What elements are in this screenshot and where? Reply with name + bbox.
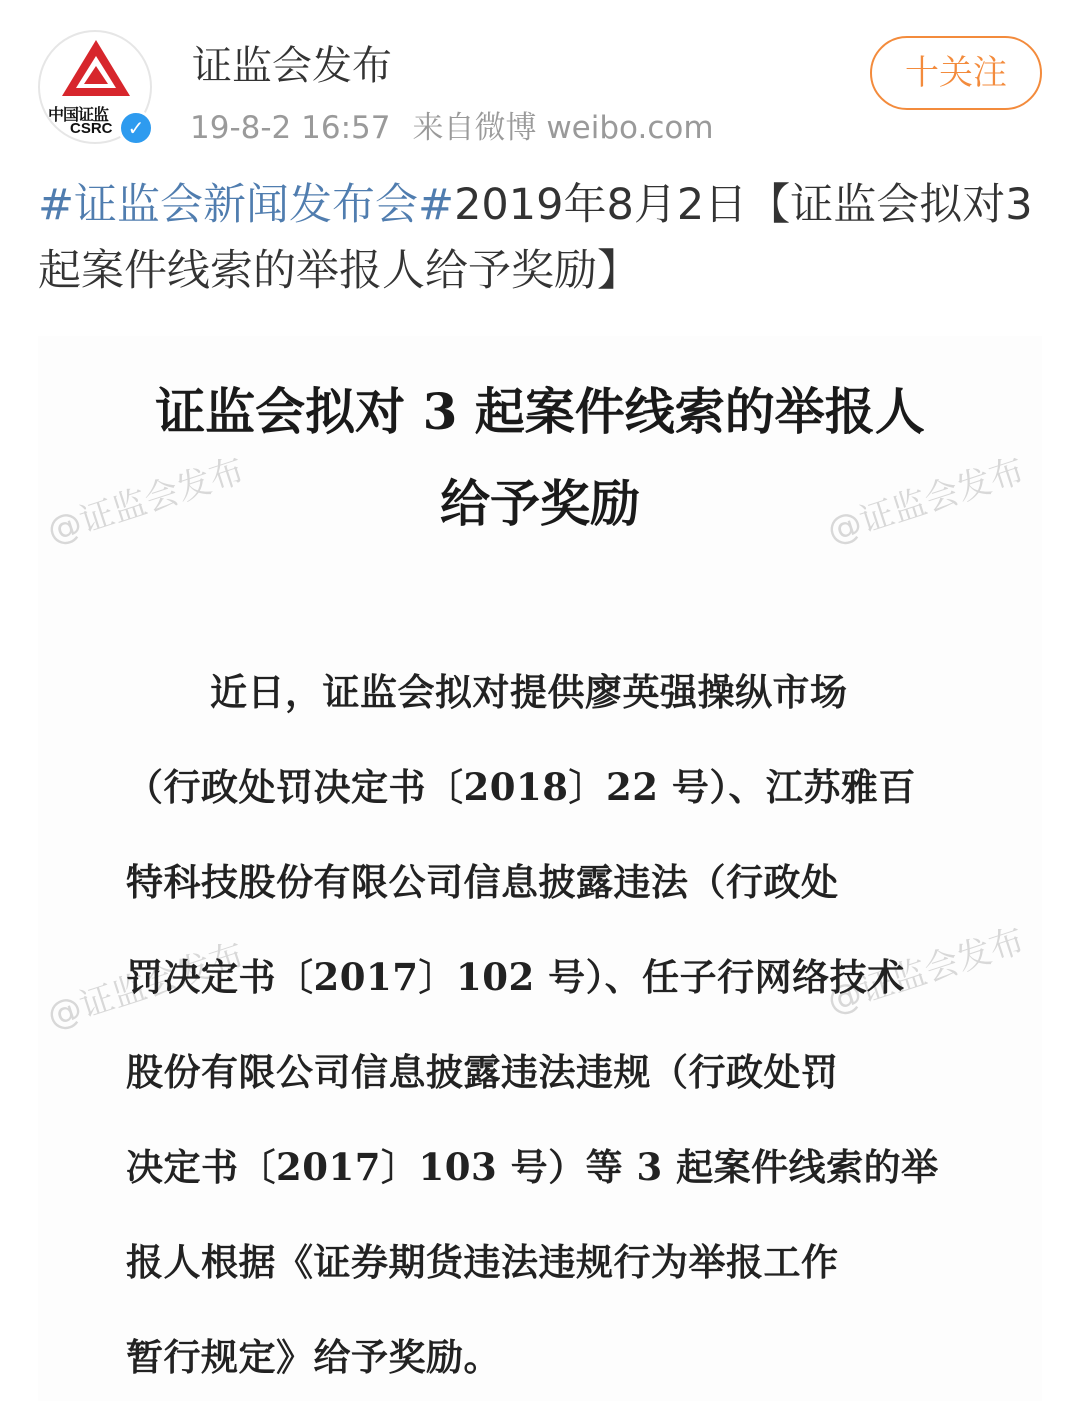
document-line: 近日，证监会拟对提供廖英强操纵市场 — [210, 670, 848, 714]
account-name[interactable]: 证监会发布 — [192, 43, 392, 89]
document-line: 特科技股份有限公司信息披露违法（行政处 — [126, 860, 839, 904]
follow-button[interactable]: 十关注 — [870, 36, 1042, 110]
document-line: 股份有限公司信息披露违法违规（行政处罚 — [126, 1050, 839, 1094]
document-title-line-2: 给予奖励 — [440, 474, 640, 533]
document-line: 罚决定书〔2017〕102 号）、任子行网络技术 — [126, 955, 905, 999]
watermark: @证监会发布 — [42, 935, 249, 1037]
post-body — [38, 172, 1042, 304]
document-title-line-1: 证监会拟对 3 起案件线索的举报人 — [155, 382, 925, 441]
document-line: （行政处罚决定书〔2018〕22 号）、江苏雅百 — [126, 765, 916, 809]
logo-text-en: CSRC — [70, 120, 113, 137]
document-line: 决定书〔2017〕103 号）等 3 起案件线索的举 — [126, 1145, 939, 1189]
post-meta — [190, 102, 736, 147]
watermark: @证监会发布 — [822, 920, 1029, 1022]
post-text: 2019年8月2日【证监会拟对3起案件线索的举报人给予奖励】 — [38, 180, 1033, 296]
document-line: 暂行规定》给予奖励。 — [126, 1335, 501, 1379]
csrc-logo-icon — [60, 38, 132, 100]
watermark: @证监会发布 — [42, 450, 249, 552]
post-timestamp: 19-8-2 16:57 — [190, 110, 391, 146]
document-line: 报人根据《证券期货违法违规行为举报工作 — [126, 1240, 839, 1284]
post-source[interactable]: 来自微博 weibo.com — [412, 110, 714, 146]
watermark: @证监会发布 — [822, 450, 1029, 552]
post-image[interactable] — [38, 336, 1042, 1401]
verified-badge-icon: ✓ — [118, 110, 154, 146]
logo-text-cn: 中国证监 — [48, 105, 109, 124]
post-header — [0, 0, 1080, 160]
hashtag-link[interactable]: #证监会新闻发布会# — [38, 180, 455, 230]
